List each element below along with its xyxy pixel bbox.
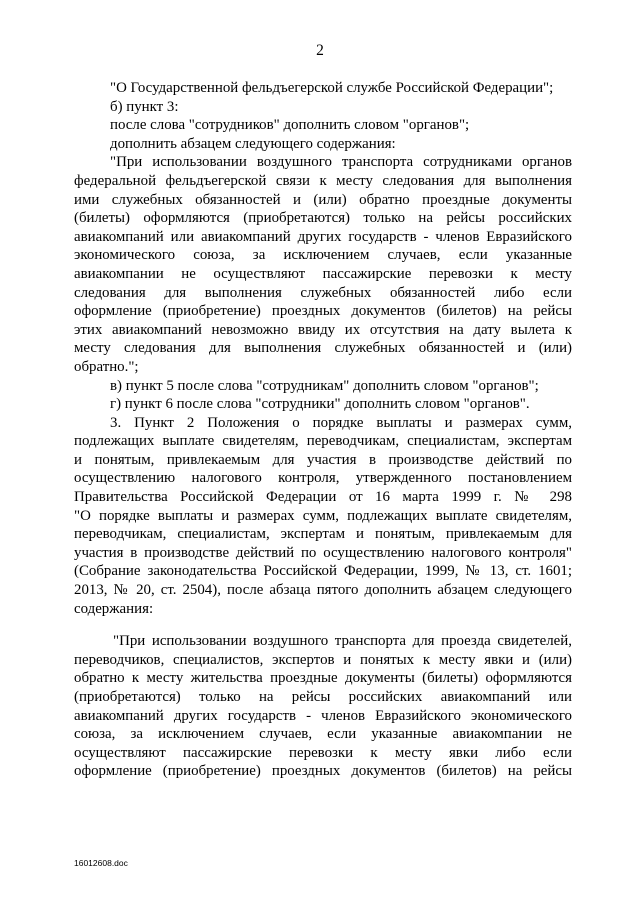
text-line: (Собрание законодательства Российской Федерации, 1999, № 13, ст. 1601;	[74, 563, 572, 580]
text-line: ими служебных обязанностей и (или) обратно проездные документы	[74, 191, 572, 208]
text-line: (билеты) оформляются (приобретаются) только на рейсы российских	[74, 210, 572, 227]
text-line: подлежащих выплате свидетелям, переводчикам, специалистам, экспертам	[74, 433, 572, 450]
page-number: 2	[316, 42, 324, 59]
text-line: "О Государственной фельдъегерской службе Российской Федерации";	[110, 80, 554, 96]
text-block-new-paragraph	[74, 632, 572, 781]
text-line: обратно к месту жительства проездные документы (билеты) оформляются	[74, 670, 572, 687]
text-line: 3. Пункт 2 Положения о порядке выплаты и размерах сумм,	[110, 414, 572, 431]
text-line: обратно.";	[74, 358, 139, 375]
text-line: в) пункт 5 после слова "сотрудникам" дополнить словом "органов";	[110, 377, 539, 394]
text-line: оформление (приобретение) проездных документов (билетов) на рейсы	[74, 303, 572, 320]
text-line: месту следования для выполнения служебных обязанностей и (или)	[74, 340, 572, 357]
text-line: этих авиакомпаний невозможно ввиду их отсутствия на дату вылета к	[74, 321, 572, 338]
text-line: авиакомпании не осуществляют пассажирские перевозки к месту	[74, 265, 572, 282]
text-line: экономического союза, за исключением случаев, если указанные	[74, 247, 572, 264]
text-line: содержания:	[74, 600, 154, 617]
text-line: "При использовании воздушного транспорта для проезда свидетелей,	[113, 633, 572, 650]
paragraph-gap	[74, 618, 572, 632]
text-line: 2013, № 20, ст. 2504), после абзаца пятого дополнить абзацем следующего	[74, 582, 572, 599]
text-line: и понятым, привлекаемым для участия в производстве действий по	[74, 451, 572, 468]
text-line: переводчикам, специалистам, экспертам и понятым, привлекаемым для	[74, 526, 572, 543]
text-line: Правительства Российской Федерации от 16 марта 1999 г. № 298	[74, 489, 572, 506]
text-line: авиакомпаний или авиакомпаний других государств - членов Евразийского	[74, 228, 572, 245]
document-body	[74, 79, 572, 781]
text-line: осуществляют пассажирские перевозки к месту явки либо если	[74, 744, 572, 761]
text-line: осуществлению налогового контроля, утвержденного постановлением	[74, 470, 572, 487]
text-line: дополнить абзацем следующего содержания:	[110, 135, 396, 152]
text-line: переводчиков, специалистов, экспертов и понятых к месту явки и (или)	[74, 651, 572, 668]
text-line: следования для выполнения служебных обязанностей либо если	[74, 284, 572, 301]
text-line: после слова "сотрудников" дополнить словом "органов";	[110, 117, 470, 134]
text-line: авиакомпаний других государств - членов Евразийского экономического	[74, 707, 572, 724]
text-line: (приобретаются) только на рейсы российских авиакомпаний или	[74, 689, 572, 705]
text-line: г) пункт 6 после слова "сотрудники" дополнить словом "органов".	[110, 396, 530, 413]
text-line: оформление (приобретение) проездных документов (билетов) на рейсы	[74, 763, 572, 780]
text-line: б) пункт 3:	[110, 98, 179, 115]
text-block-amendments	[74, 79, 572, 618]
text-line: "При использовании воздушного транспорта сотрудниками органов	[110, 154, 572, 171]
text-line: участия в производстве действий по осуществлению налогового контроля"	[74, 544, 572, 561]
text-line: федеральной фельдъегерской связи к месту следования для выполнения	[74, 172, 572, 189]
file-name-footer: 16012608.doc	[74, 858, 128, 868]
text-line: союза, за исключением случаев, если указанные авиакомпании не	[74, 726, 572, 743]
text-line: "О порядке выплаты и размерах сумм, подлежащих выплате свидетелям,	[74, 507, 572, 524]
